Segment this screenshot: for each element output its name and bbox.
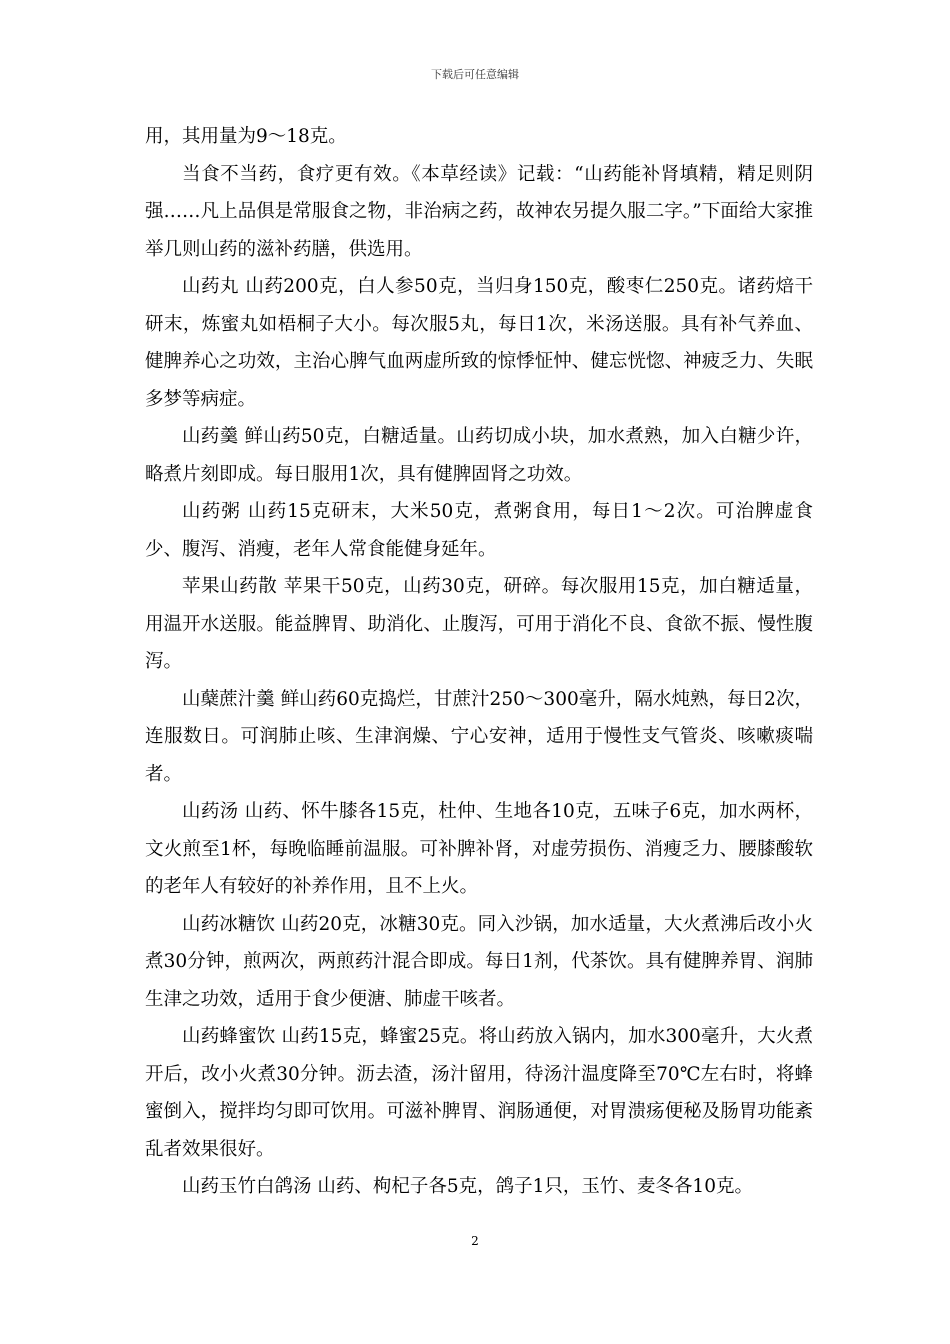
recipe-shanyao-fengmi-yin: 山药蜂蜜饮 山药15克，蜂蜜25克。将山药放入锅内，加水300毫升，大火煮开后，改小火煮30分钟。沥去渣，汤汁留用，待汤汁温度降至70℃左右时，将蜂蜜倒入，搅拌均匀即可饮用。可滋补脾胃、润肠通便，对胃溃疡便秘及肠胃功能紊乱者效果很好。	[145, 1026, 813, 1160]
recipe-shanyao-zhou: 山药粥 山药15克研末，大米50克，煮粥食用，每日1～2次。可治脾虚食少、腹泻、消瘦，老年人常食能健身延年。	[145, 501, 813, 560]
recipe-shanyao-geng: 山药羹 鲜山药50克，白糖适量。山药切成小块，加水煮熟，加入白糖少许，略煮片刻即成。每日服用1次，具有健脾固肾之功效。	[145, 426, 813, 485]
paragraph-intro: 当食不当药，食疗更有效。《本草经读》记载：“山药能补肾填精，精足则阴强……凡上品俱是常服食之物，非治病之药，故神农另提久服二字。”下面给大家推举几则山药的滋补药膳，供选用。	[145, 163, 813, 260]
recipe-shanyao-tang: 山药汤 山药、怀牛膝各15克，杜仲、生地各10克，五味子6克，加水两杯，文火煎至1杯，每晚临睡前温服。可补脾补肾，对虚劳损伤、消瘦乏力、腰膝酸软的老年人有较好的补养作用，且不上火。	[145, 801, 813, 897]
page-number: 2	[471, 1234, 479, 1248]
recipe-shannie-zhezhi-geng: 山蘖蔗汁羹 鲜山药60克捣烂，甘蔗汁250～300毫升，隔水炖熟，每日2次，连服数日。可润肺止咳、生津润燥、宁心安神，适用于慢性支气管炎、咳嗽痰喘者。	[145, 688, 813, 785]
paragraph-continuation: 用，其用量为9～18克。	[145, 126, 347, 147]
recipe-shanyao-wan: 山药丸 山药200克，白人参50克，当归身150克，酸枣仁250克。诸药焙干研末，炼蜜丸如梧桐子大小。每次服5丸，每日1次，米汤送服。具有补气养血、健脾养心之功效，主治心脾气血两虚所致的惊悸怔忡、健忘恍惚、神疲乏力、失眠多梦等病症。	[145, 276, 813, 410]
page-header: 下载后可任意编辑	[431, 68, 519, 81]
recipe-shanyao-bingtang-yin: 山药冰糖饮 山药20克，冰糖30克。同入沙锅，加水适量，大火煮沸后改小火煮30分钟，煎两次，两煎药汁混合即成。每日1剂，代茶饮。具有健脾养胃、润肺生津之功效，适用于食少便溏、肺虚干咳者。	[145, 913, 813, 1010]
recipe-shanyao-yuzhu-baige-tang: 山药玉竹白鸽汤 山药、枸杞子各5克，鸽子1只，玉竹、麦冬各10克。	[182, 1176, 753, 1197]
recipe-pingguo-shanyao-san: 苹果山药散 苹果干50克，山药30克，研碎。每次服用15克，加白糖适量，用温开水送服。能益脾胃、助消化、止腹泻，可用于消化不良、食欲不振、慢性腹泻。	[145, 576, 813, 672]
document-body	[145, 118, 813, 1206]
